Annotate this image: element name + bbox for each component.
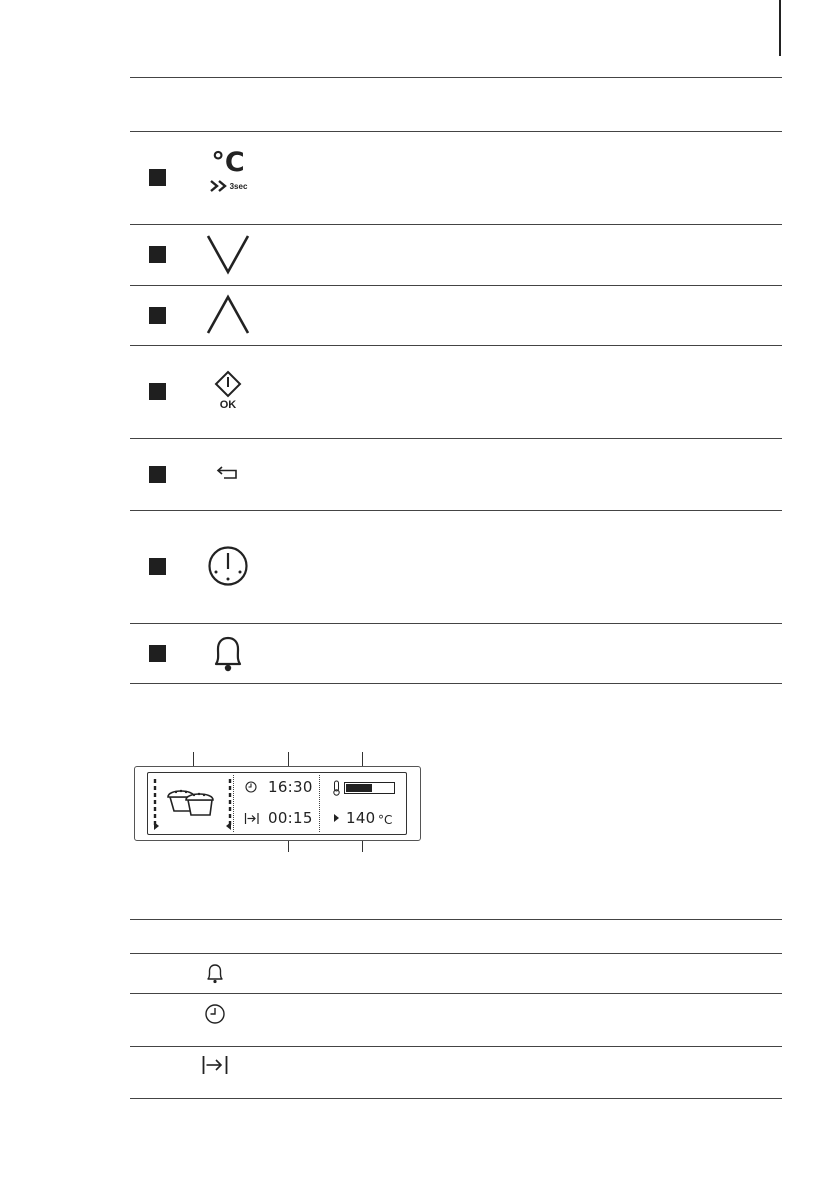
- hold-3sec-label: 3sec: [229, 181, 248, 191]
- back-arrow-icon: [198, 465, 258, 481]
- row-marker: [149, 383, 166, 400]
- table-row-duration: [130, 1046, 782, 1099]
- clock-icon: [198, 545, 258, 587]
- heat-up-indicator: [344, 782, 395, 794]
- row-marker: [149, 169, 166, 186]
- table-row-up: [130, 285, 782, 345]
- symbols-table: [130, 919, 782, 1099]
- controls-table-header: [130, 77, 782, 131]
- display-separator: [319, 775, 320, 832]
- heat-up-indicator-fill: [346, 784, 372, 792]
- table-row-clock: [130, 510, 782, 623]
- bell-icon: [198, 633, 258, 673]
- row-marker: [149, 466, 166, 483]
- clock-icon: [185, 1003, 245, 1025]
- arrow-up-icon: [198, 294, 258, 336]
- double-chevron-icon: [209, 180, 229, 192]
- symbols-table-header: [130, 919, 782, 953]
- row-marker: [149, 558, 166, 575]
- thermometer-icon: [332, 780, 341, 796]
- temperature-value: 140: [346, 809, 376, 827]
- time-of-day: 16:30: [268, 778, 313, 796]
- ok-label: OK: [219, 399, 237, 411]
- table-row-alarm: [130, 953, 782, 993]
- duration-value: 00:15: [268, 809, 313, 827]
- cut-mark-line: [779, 0, 781, 56]
- food-function-icon: [150, 775, 235, 833]
- temperature-unit: °C: [378, 813, 393, 827]
- arrow-down-icon: [198, 233, 258, 275]
- duration-icon: [185, 1054, 245, 1076]
- table-row-bell: [130, 623, 782, 684]
- celsius-label: °C: [211, 147, 245, 178]
- bell-icon: [185, 962, 245, 984]
- temperature-pointer-icon: [334, 814, 339, 822]
- table-row-back: [130, 438, 782, 510]
- row-marker: [149, 246, 166, 263]
- table-row-ok: [130, 345, 782, 438]
- duration-small-icon: [244, 812, 260, 825]
- table-row-time-of-day: [130, 993, 782, 1046]
- row-marker: [149, 307, 166, 324]
- table-row-temperature: [130, 131, 782, 224]
- row-marker: [149, 645, 166, 662]
- ok-start-icon: [198, 370, 258, 411]
- temperature-3sec-icon: [198, 147, 258, 192]
- clock-small-icon: [245, 781, 257, 793]
- table-row-down: [130, 224, 782, 285]
- controls-table: [130, 77, 782, 684]
